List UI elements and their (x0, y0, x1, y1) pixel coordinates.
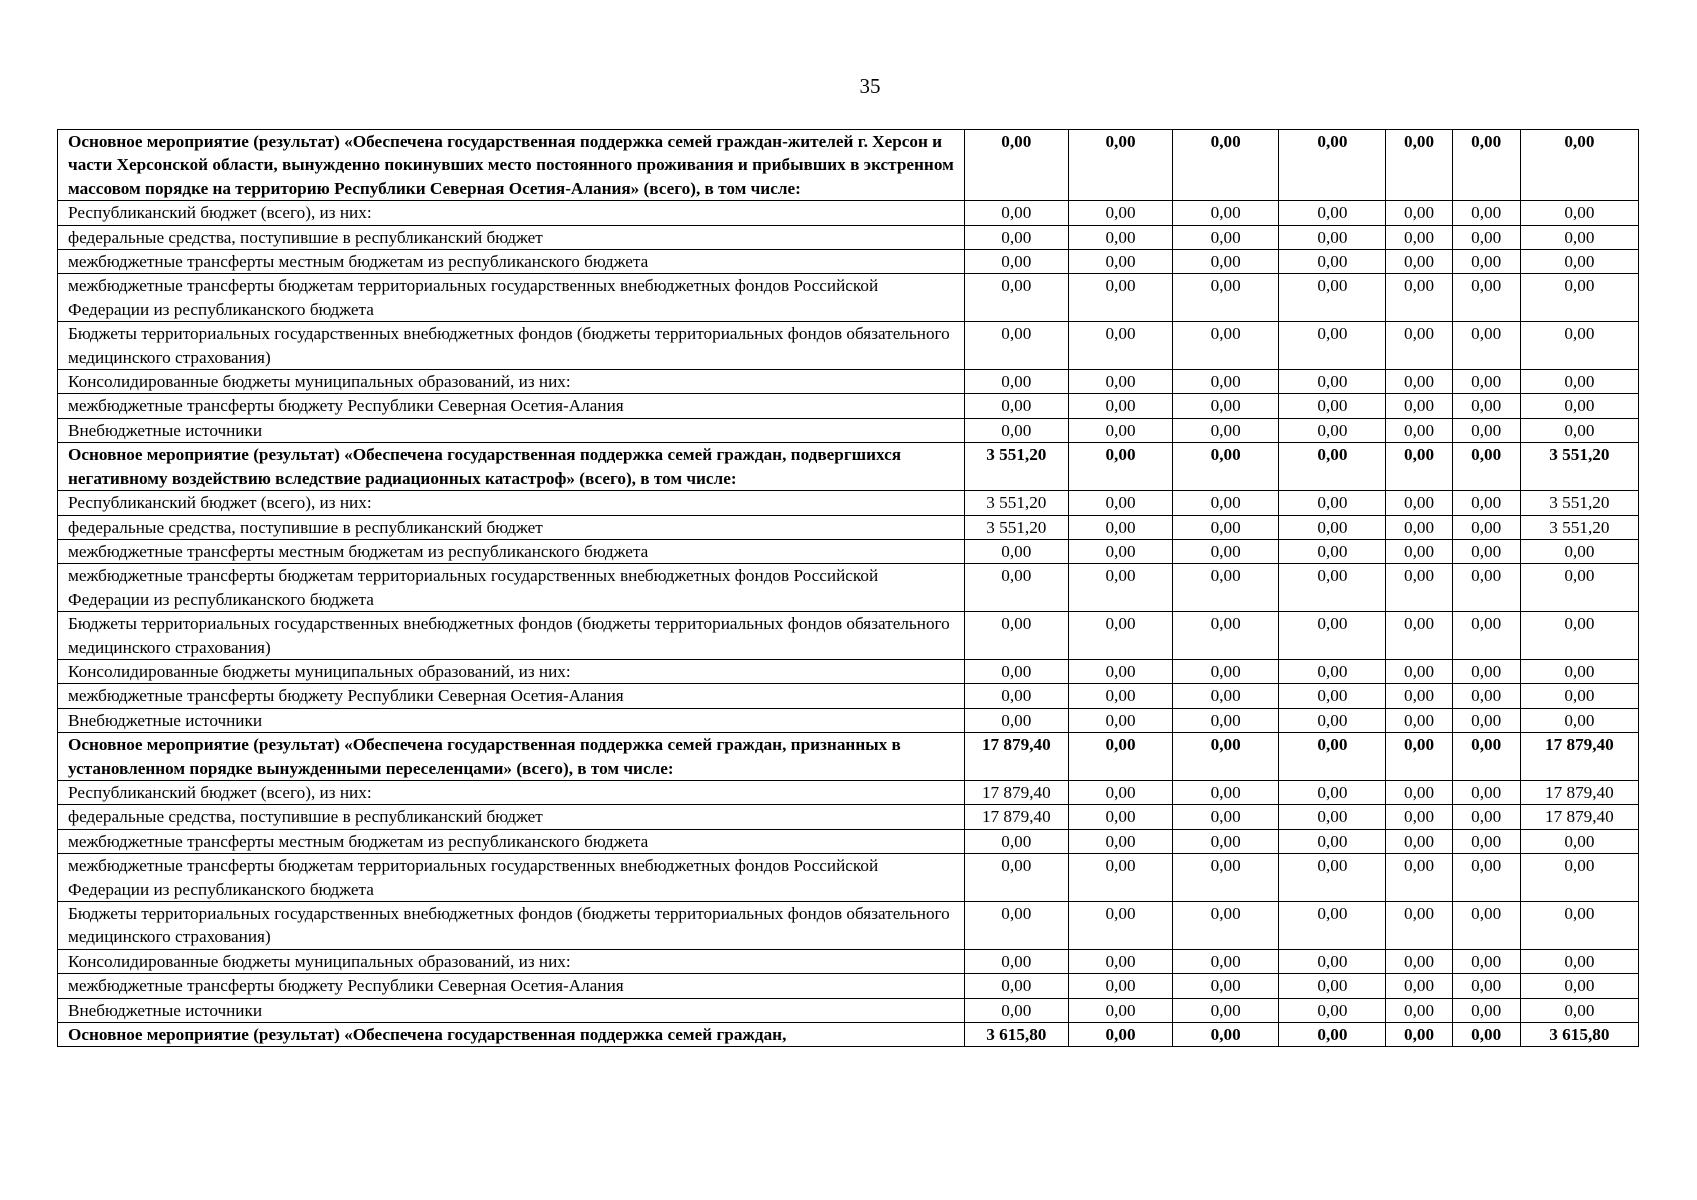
value-cell: 0,00 (1520, 564, 1638, 612)
value-cell: 0,00 (1173, 515, 1279, 539)
value-cell: 0,00 (1452, 854, 1520, 902)
row-label: Консолидированные бюджеты муниципальных образований, из них: (58, 659, 965, 683)
value-cell: 0,00 (1520, 418, 1638, 442)
value-cell: 0,00 (964, 659, 1068, 683)
value-cell: 0,00 (1279, 443, 1386, 491)
value-cell: 0,00 (1520, 612, 1638, 660)
value-cell: 0,00 (1173, 322, 1279, 370)
value-cell: 0,00 (964, 902, 1068, 950)
value-cell: 0,00 (964, 974, 1068, 998)
value-cell: 0,00 (1068, 564, 1172, 612)
value-cell: 0,00 (1279, 612, 1386, 660)
value-cell: 0,00 (1452, 829, 1520, 853)
row-label: федеральные средства, поступившие в республиканский бюджет (58, 515, 965, 539)
value-cell: 0,00 (1173, 708, 1279, 732)
value-cell: 0,00 (1520, 201, 1638, 225)
value-cell: 0,00 (1068, 733, 1172, 781)
row-label: Внебюджетные источники (58, 708, 965, 732)
value-cell: 0,00 (1452, 201, 1520, 225)
value-cell: 0,00 (964, 539, 1068, 563)
table-row (58, 370, 1639, 394)
value-cell: 0,00 (964, 418, 1068, 442)
value-cell: 0,00 (1386, 225, 1452, 249)
table-row (58, 902, 1639, 950)
value-cell: 0,00 (1173, 539, 1279, 563)
value-cell: 0,00 (1386, 612, 1452, 660)
value-cell: 0,00 (1386, 491, 1452, 515)
value-cell: 3 551,20 (964, 491, 1068, 515)
table-row (58, 418, 1639, 442)
row-label: межбюджетные трансферты бюджету Республики Северная Осетия-Алания (58, 684, 965, 708)
value-cell: 0,00 (1386, 201, 1452, 225)
value-cell: 0,00 (1279, 370, 1386, 394)
table-row (58, 250, 1639, 274)
value-cell: 0,00 (1068, 322, 1172, 370)
value-cell: 0,00 (1068, 491, 1172, 515)
value-cell: 0,00 (1452, 974, 1520, 998)
value-cell: 0,00 (1520, 829, 1638, 853)
value-cell: 0,00 (1068, 201, 1172, 225)
value-cell: 0,00 (1386, 443, 1452, 491)
row-label: Внебюджетные источники (58, 418, 965, 442)
value-cell: 0,00 (964, 225, 1068, 249)
value-cell: 0,00 (1173, 274, 1279, 322)
value-cell: 0,00 (1068, 998, 1172, 1022)
value-cell: 0,00 (1279, 225, 1386, 249)
value-cell: 0,00 (1520, 370, 1638, 394)
value-cell: 0,00 (1452, 491, 1520, 515)
value-cell: 0,00 (1279, 515, 1386, 539)
value-cell: 0,00 (1520, 902, 1638, 950)
value-cell: 0,00 (1279, 491, 1386, 515)
value-cell: 0,00 (1386, 733, 1452, 781)
value-cell: 0,00 (1173, 733, 1279, 781)
value-cell: 0,00 (1173, 130, 1279, 201)
value-cell: 0,00 (1068, 659, 1172, 683)
value-cell: 0,00 (1279, 829, 1386, 853)
budget-table (57, 129, 1639, 1047)
row-label: межбюджетные трансферты местным бюджетам из республиканского бюджета (58, 829, 965, 853)
table-row (58, 612, 1639, 660)
value-cell: 0,00 (1386, 394, 1452, 418)
row-label: Бюджеты территориальных государственных внебюджетных фондов (бюджеты территориальных фондов обязательного медицинского страхования) (58, 902, 965, 950)
value-cell: 0,00 (1068, 515, 1172, 539)
value-cell: 0,00 (1279, 854, 1386, 902)
value-cell: 0,00 (1173, 998, 1279, 1022)
value-cell: 0,00 (1520, 854, 1638, 902)
value-cell: 0,00 (1279, 201, 1386, 225)
value-cell: 0,00 (1068, 274, 1172, 322)
value-cell: 0,00 (1279, 949, 1386, 973)
value-cell: 0,00 (1173, 418, 1279, 442)
value-cell: 0,00 (1386, 780, 1452, 804)
value-cell: 0,00 (1279, 250, 1386, 274)
value-cell: 0,00 (1452, 949, 1520, 973)
table-row (58, 659, 1639, 683)
row-label: Республиканский бюджет (всего), из них: (58, 201, 965, 225)
value-cell: 0,00 (1068, 780, 1172, 804)
value-cell: 0,00 (1386, 250, 1452, 274)
value-cell: 0,00 (1386, 539, 1452, 563)
value-cell: 0,00 (1279, 564, 1386, 612)
table-row (58, 708, 1639, 732)
row-label: Консолидированные бюджеты муниципальных образований, из них: (58, 949, 965, 973)
value-cell: 0,00 (1279, 274, 1386, 322)
value-cell: 0,00 (1279, 780, 1386, 804)
value-cell: 0,00 (1279, 902, 1386, 950)
value-cell: 0,00 (1386, 1023, 1452, 1047)
value-cell: 0,00 (1452, 322, 1520, 370)
value-cell: 3 551,20 (1520, 443, 1638, 491)
value-cell: 0,00 (1386, 418, 1452, 442)
value-cell: 0,00 (1279, 130, 1386, 201)
value-cell: 0,00 (1452, 564, 1520, 612)
value-cell: 0,00 (1452, 733, 1520, 781)
value-cell: 0,00 (1452, 515, 1520, 539)
value-cell: 0,00 (964, 612, 1068, 660)
value-cell: 0,00 (1520, 998, 1638, 1022)
value-cell: 0,00 (1386, 854, 1452, 902)
value-cell: 0,00 (964, 322, 1068, 370)
value-cell: 0,00 (1386, 974, 1452, 998)
table-row (58, 274, 1639, 322)
value-cell: 0,00 (1068, 612, 1172, 660)
value-cell: 0,00 (964, 274, 1068, 322)
row-label: Основное мероприятие (результат) «Обеспечена государственная поддержка семей граждан, (58, 1023, 965, 1047)
value-cell: 0,00 (1520, 708, 1638, 732)
table-row-main-activity (58, 733, 1639, 781)
value-cell: 0,00 (1173, 659, 1279, 683)
value-cell: 0,00 (1068, 130, 1172, 201)
value-cell: 0,00 (1173, 225, 1279, 249)
value-cell: 0,00 (1173, 805, 1279, 829)
table-row-main-activity (58, 443, 1639, 491)
value-cell: 3 551,20 (1520, 491, 1638, 515)
value-cell: 0,00 (1279, 733, 1386, 781)
value-cell: 0,00 (964, 684, 1068, 708)
value-cell: 0,00 (1068, 854, 1172, 902)
value-cell: 17 879,40 (964, 780, 1068, 804)
value-cell: 0,00 (1452, 780, 1520, 804)
value-cell: 0,00 (1279, 394, 1386, 418)
value-cell: 0,00 (1452, 612, 1520, 660)
value-cell: 0,00 (1068, 370, 1172, 394)
value-cell: 0,00 (1173, 949, 1279, 973)
value-cell: 0,00 (1279, 974, 1386, 998)
table-row (58, 201, 1639, 225)
value-cell: 0,00 (1173, 491, 1279, 515)
value-cell: 0,00 (1452, 708, 1520, 732)
value-cell: 0,00 (1452, 902, 1520, 950)
table-row (58, 829, 1639, 853)
value-cell: 0,00 (1279, 998, 1386, 1022)
value-cell: 0,00 (1520, 394, 1638, 418)
value-cell: 0,00 (1386, 515, 1452, 539)
value-cell: 0,00 (1520, 539, 1638, 563)
row-label: Бюджеты территориальных государственных внебюджетных фондов (бюджеты территориальных фондов обязательного медицинского страхования) (58, 612, 965, 660)
row-label: Консолидированные бюджеты муниципальных образований, из них: (58, 370, 965, 394)
value-cell: 0,00 (1279, 418, 1386, 442)
value-cell: 0,00 (1386, 370, 1452, 394)
page-number: 35 (859, 74, 881, 98)
value-cell: 0,00 (1173, 684, 1279, 708)
value-cell: 0,00 (1173, 443, 1279, 491)
value-cell: 0,00 (964, 708, 1068, 732)
value-cell: 0,00 (1452, 250, 1520, 274)
row-label: Республиканский бюджет (всего), из них: (58, 780, 965, 804)
row-label: межбюджетные трансферты бюджету Республики Северная Осетия-Алания (58, 974, 965, 998)
table-row (58, 974, 1639, 998)
value-cell: 0,00 (1068, 902, 1172, 950)
value-cell: 0,00 (1173, 1023, 1279, 1047)
value-cell: 0,00 (1068, 539, 1172, 563)
row-label: межбюджетные трансферты бюджетам территориальных государственных внебюджетных фондов Российской Федерации из республиканского бюджета (58, 274, 965, 322)
value-cell: 0,00 (1279, 684, 1386, 708)
value-cell: 0,00 (1068, 708, 1172, 732)
value-cell: 0,00 (1386, 274, 1452, 322)
value-cell: 0,00 (1068, 1023, 1172, 1047)
value-cell: 3 615,80 (1520, 1023, 1638, 1047)
value-cell: 0,00 (1386, 708, 1452, 732)
table-row (58, 684, 1639, 708)
row-label: Внебюджетные источники (58, 998, 965, 1022)
value-cell: 0,00 (1452, 130, 1520, 201)
value-cell: 0,00 (1279, 659, 1386, 683)
value-cell: 0,00 (1386, 659, 1452, 683)
value-cell: 0,00 (1386, 949, 1452, 973)
table-row (58, 322, 1639, 370)
value-cell: 17 879,40 (1520, 805, 1638, 829)
value-cell: 0,00 (1452, 418, 1520, 442)
value-cell: 0,00 (1173, 829, 1279, 853)
table-row-main-activity (58, 130, 1639, 201)
value-cell: 3 551,20 (964, 443, 1068, 491)
row-label: межбюджетные трансферты бюджету Республики Северная Осетия-Алания (58, 394, 965, 418)
row-label: межбюджетные трансферты местным бюджетам из республиканского бюджета (58, 539, 965, 563)
value-cell: 3 551,20 (964, 515, 1068, 539)
table-row (58, 949, 1639, 973)
value-cell: 0,00 (1520, 949, 1638, 973)
row-label: межбюджетные трансферты местным бюджетам из республиканского бюджета (58, 250, 965, 274)
value-cell: 0,00 (1173, 974, 1279, 998)
table-row (58, 394, 1639, 418)
value-cell: 0,00 (1068, 974, 1172, 998)
table-row (58, 854, 1639, 902)
table-row (58, 998, 1639, 1022)
row-label: Основное мероприятие (результат) «Обеспечена государственная поддержка семей граждан, признанных в установленном порядке вынужденными переселенцами» (всего), в том числе: (58, 733, 965, 781)
value-cell: 0,00 (1173, 854, 1279, 902)
value-cell: 0,00 (1068, 443, 1172, 491)
value-cell: 0,00 (1386, 564, 1452, 612)
value-cell: 0,00 (1173, 394, 1279, 418)
value-cell: 0,00 (1279, 539, 1386, 563)
value-cell: 0,00 (1452, 394, 1520, 418)
table-row (58, 491, 1639, 515)
value-cell: 0,00 (1386, 322, 1452, 370)
value-cell: 0,00 (1386, 829, 1452, 853)
value-cell: 0,00 (1068, 829, 1172, 853)
value-cell: 0,00 (1173, 902, 1279, 950)
value-cell: 0,00 (1068, 418, 1172, 442)
value-cell: 0,00 (964, 829, 1068, 853)
value-cell: 0,00 (1452, 1023, 1520, 1047)
value-cell: 0,00 (1520, 250, 1638, 274)
value-cell: 3 615,80 (964, 1023, 1068, 1047)
row-label: Основное мероприятие (результат) «Обеспечена государственная поддержка семей граждан, подвергшихся негативному воздействию вследствие радиационных катастроф» (всего), в том числе: (58, 443, 965, 491)
value-cell: 0,00 (964, 370, 1068, 394)
table-row (58, 780, 1639, 804)
value-cell: 17 879,40 (964, 805, 1068, 829)
value-cell: 17 879,40 (964, 733, 1068, 781)
value-cell: 0,00 (1173, 612, 1279, 660)
value-cell: 0,00 (1452, 274, 1520, 322)
value-cell: 0,00 (1279, 805, 1386, 829)
value-cell: 0,00 (1452, 659, 1520, 683)
value-cell: 0,00 (1279, 708, 1386, 732)
value-cell: 0,00 (1520, 974, 1638, 998)
table-row (58, 564, 1639, 612)
table-row (58, 805, 1639, 829)
value-cell: 0,00 (1386, 998, 1452, 1022)
row-label: Республиканский бюджет (всего), из них: (58, 491, 965, 515)
value-cell: 0,00 (1386, 684, 1452, 708)
value-cell: 0,00 (1279, 322, 1386, 370)
value-cell: 17 879,40 (1520, 733, 1638, 781)
value-cell: 0,00 (964, 130, 1068, 201)
table-row (58, 515, 1639, 539)
value-cell: 0,00 (1068, 684, 1172, 708)
value-cell: 0,00 (1452, 225, 1520, 249)
value-cell: 0,00 (964, 854, 1068, 902)
row-label: федеральные средства, поступившие в республиканский бюджет (58, 805, 965, 829)
value-cell: 0,00 (1068, 394, 1172, 418)
value-cell: 0,00 (964, 394, 1068, 418)
value-cell: 0,00 (964, 250, 1068, 274)
value-cell: 0,00 (1068, 225, 1172, 249)
value-cell: 0,00 (1520, 659, 1638, 683)
value-cell: 0,00 (1452, 443, 1520, 491)
row-label: межбюджетные трансферты бюджетам территориальных государственных внебюджетных фондов Российской Федерации из республиканского бюджета (58, 564, 965, 612)
value-cell: 0,00 (1068, 805, 1172, 829)
value-cell: 0,00 (1520, 130, 1638, 201)
value-cell: 0,00 (1173, 780, 1279, 804)
value-cell: 0,00 (964, 564, 1068, 612)
value-cell: 0,00 (964, 998, 1068, 1022)
value-cell: 0,00 (1452, 998, 1520, 1022)
value-cell: 0,00 (1068, 250, 1172, 274)
value-cell: 0,00 (1452, 539, 1520, 563)
value-cell: 0,00 (1520, 684, 1638, 708)
value-cell: 0,00 (1386, 130, 1452, 201)
table-row (58, 225, 1639, 249)
table-row-main-activity (58, 1023, 1639, 1047)
row-label: федеральные средства, поступившие в республиканский бюджет (58, 225, 965, 249)
value-cell: 0,00 (1173, 564, 1279, 612)
row-label: Основное мероприятие (результат) «Обеспечена государственная поддержка семей граждан-жителей г. Херсон и части Херсонской области, вынужденно покинувших место постоянного проживания и прибывших в экстренном массовом порядке на территорию Республики Северная Осетия-Алания» (всего), в том числе: (58, 130, 965, 201)
row-label: Бюджеты территориальных государственных внебюджетных фондов (бюджеты территориальных фондов обязательного медицинского страхования) (58, 322, 965, 370)
value-cell: 17 879,40 (1520, 780, 1638, 804)
table-body (58, 130, 1639, 1047)
value-cell: 3 551,20 (1520, 515, 1638, 539)
value-cell: 0,00 (1386, 902, 1452, 950)
row-label: межбюджетные трансферты бюджетам территориальных государственных внебюджетных фондов Российской Федерации из республиканского бюджета (58, 854, 965, 902)
table-row (58, 539, 1639, 563)
value-cell: 0,00 (1173, 201, 1279, 225)
value-cell: 0,00 (1173, 370, 1279, 394)
value-cell: 0,00 (1386, 805, 1452, 829)
value-cell: 0,00 (1452, 370, 1520, 394)
value-cell: 0,00 (1068, 949, 1172, 973)
value-cell: 0,00 (1520, 225, 1638, 249)
value-cell: 0,00 (1520, 322, 1638, 370)
value-cell: 0,00 (1452, 684, 1520, 708)
value-cell: 0,00 (1520, 274, 1638, 322)
value-cell: 0,00 (1279, 1023, 1386, 1047)
value-cell: 0,00 (1173, 250, 1279, 274)
value-cell: 0,00 (1452, 805, 1520, 829)
value-cell: 0,00 (964, 949, 1068, 973)
value-cell: 0,00 (964, 201, 1068, 225)
